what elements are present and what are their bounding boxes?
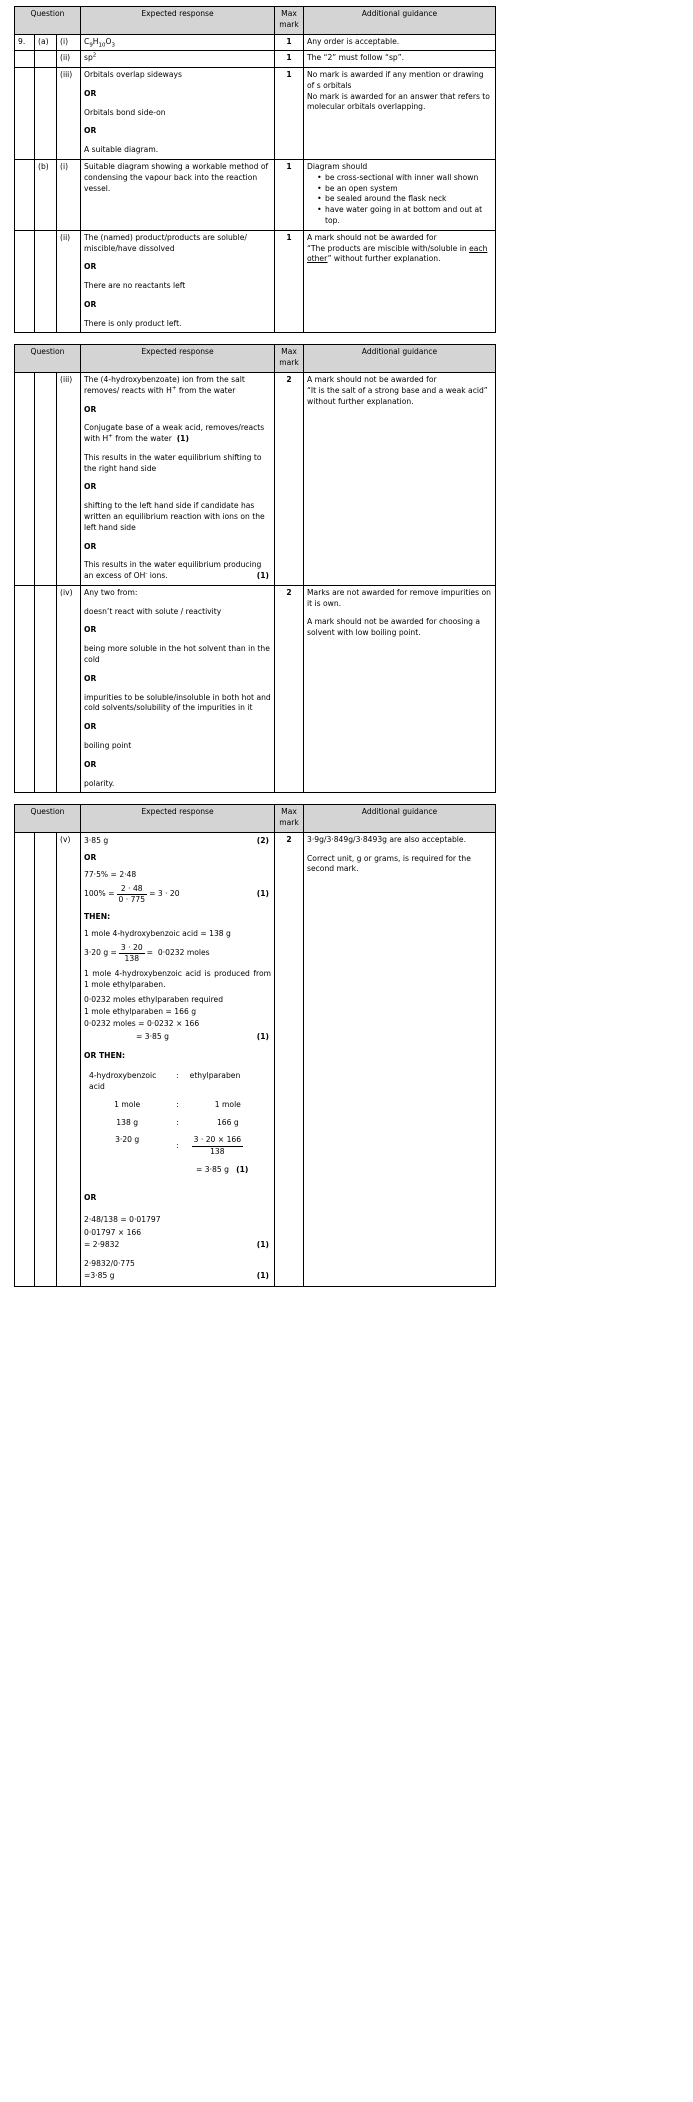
- alt-calc-line: [84, 1240, 271, 1251]
- final-answer: [84, 836, 271, 847]
- response-text-cont: from the water: [112, 434, 172, 444]
- or-separator: OR: [84, 262, 97, 272]
- ratio-table: [84, 1067, 271, 1162]
- fraction: [117, 884, 148, 906]
- col-header-max-mark: [275, 7, 304, 35]
- fraction-denominator: 138: [124, 954, 140, 963]
- table-row: [15, 230, 496, 333]
- col-header-question: Question: [15, 805, 81, 833]
- col-header-max-mark: [275, 345, 304, 373]
- mark-allocation: (2): [256, 836, 269, 846]
- question-part: [35, 832, 57, 1286]
- calc-line: [84, 1032, 271, 1043]
- response-option: impurities to be soluble/insoluble in both hot and cold solvents/solubility of the impurities in it: [84, 692, 271, 713]
- guidance-quote-start: “The products are miscible with/soluble in: [307, 243, 470, 253]
- max-mark-value: 1: [275, 51, 304, 68]
- charge-superscript: -: [145, 570, 148, 577]
- response-option: [84, 423, 271, 445]
- calc-result: = 3·85 g: [196, 1164, 229, 1174]
- ratio-left-value: 138 g: [116, 1117, 139, 1127]
- expected-response: [81, 832, 275, 1286]
- table-header: [15, 7, 496, 35]
- mark-allocation: (1): [236, 1164, 249, 1174]
- guidance-paragraph: “It is the salt of a strong base and a weak acid” without further explanation.: [307, 385, 488, 406]
- response-option: boiling point: [84, 740, 132, 750]
- question-subpart: (i): [57, 34, 81, 51]
- table-row: [86, 1069, 269, 1096]
- fraction-numerator: 3 · 20 × 166: [192, 1135, 243, 1146]
- response-option: doesn’t react with solute / reactivity: [84, 606, 222, 616]
- col-header-additional-guidance: Additional guidance: [304, 7, 496, 35]
- max-mark-line2: mark: [279, 818, 299, 828]
- equation-lead: 3·20 g =: [84, 948, 117, 958]
- guidance-paragraph: [307, 244, 492, 266]
- question-subpart: (iv): [57, 585, 81, 792]
- marking-table-3: [14, 804, 496, 1287]
- ratio-colon: :: [176, 1117, 179, 1127]
- guidance-paragraph: No mark is awarded if any mention or drawing of s orbitals: [307, 70, 484, 90]
- question-part: [35, 230, 57, 333]
- response-option: Orbitals bond side-on: [84, 107, 166, 117]
- response-option: [84, 560, 271, 582]
- guidance-paragraph: A mark should not be awarded for: [307, 232, 437, 242]
- max-mark-value: 2: [275, 832, 304, 1286]
- additional-guidance: [304, 68, 496, 160]
- header-row: [15, 805, 496, 833]
- then-label: THEN:: [84, 912, 111, 922]
- guidance-paragraph: 3·9g/3·849g/3·8493g are also acceptable.: [307, 834, 466, 844]
- or-separator: OR: [84, 625, 97, 635]
- max-mark-value: 2: [275, 372, 304, 585]
- question-part: [35, 68, 57, 160]
- table-row: [15, 68, 496, 160]
- formula-text: $C_9H_{10}O_3$: [84, 36, 115, 49]
- alt-calc-line: 2·9832/0·775: [84, 1258, 135, 1268]
- col-header-max-mark: [275, 805, 304, 833]
- header-row: [15, 345, 496, 373]
- question-subpart: (v): [57, 832, 81, 1286]
- question-subpart: (iii): [57, 372, 81, 585]
- spacer: [307, 846, 492, 854]
- calc-result: =3·85 g: [84, 1271, 115, 1281]
- table-header: [15, 805, 496, 833]
- calc-result: = 2·9832: [84, 1239, 120, 1249]
- table-row: [15, 51, 496, 68]
- calc-line: 0·0232 moles = 0·0232 × 166: [84, 1019, 200, 1029]
- max-mark-value: 1: [275, 34, 304, 51]
- question-number: 9.: [15, 34, 35, 51]
- or-separator: OR: [84, 482, 97, 492]
- response-option: The (4-hydroxybenzoate) ion from the salt removes/ reacts with H+ from the water: [84, 374, 245, 395]
- calc-line: 1 mole ethylparaben = 166 g: [84, 1007, 197, 1017]
- calc-line: [84, 1165, 271, 1176]
- list-item: • be sealed around the flask neck: [318, 194, 492, 205]
- ratio-colon: :: [176, 1071, 179, 1081]
- question-subpart: (ii): [57, 230, 81, 333]
- response-option: There are no reactants left: [84, 281, 186, 291]
- fraction-numerator: 3 · 20: [119, 943, 145, 954]
- col-header-expected-response: Expected response: [81, 7, 275, 35]
- table-row: [15, 585, 496, 792]
- col-header-question: Question: [15, 345, 81, 373]
- max-mark-value: 2: [275, 585, 304, 792]
- table-row: [15, 34, 496, 51]
- spacer: [84, 445, 271, 453]
- alt-calc-line: 0·01797 × 166: [84, 1227, 142, 1237]
- expected-response: [81, 230, 275, 333]
- guidance-underlined: each other: [307, 243, 488, 264]
- question-number: [15, 68, 35, 160]
- response-option: polarity.: [84, 778, 115, 788]
- additional-guidance: Any order is acceptable.: [304, 34, 496, 51]
- col-header-expected-response: Expected response: [81, 345, 275, 373]
- ratio-left-value: 1 mole: [114, 1099, 141, 1109]
- guidance-paragraph: Correct unit, g or grams, is required for the second mark.: [307, 853, 471, 874]
- expected-response: [81, 68, 275, 160]
- question-part: (b): [35, 160, 57, 231]
- response-text-cont: ions.: [147, 571, 168, 581]
- question-number: [15, 230, 35, 333]
- fraction: [192, 1135, 243, 1157]
- response-option: Orbitals overlap sideways: [84, 70, 182, 80]
- response-option: This results in the water equilibrium shifting to the right hand side: [84, 452, 262, 473]
- mark-allocation: (1): [256, 1031, 269, 1041]
- expected-response: [81, 51, 275, 68]
- ratio-right-value: 1 mole: [214, 1099, 241, 1109]
- table-row: [15, 160, 496, 231]
- equation-tail: = 0·0232 moles: [146, 948, 210, 958]
- answer-value: 3·85 g: [84, 836, 109, 846]
- max-mark-line1: Max: [281, 9, 297, 18]
- guidance-paragraph: A mark should not be awarded for choosing a solvent with low boiling point.: [307, 617, 481, 638]
- or-separator: OR: [84, 722, 97, 732]
- header-row: [15, 7, 496, 35]
- guidance-lead: Diagram should: [307, 162, 368, 172]
- fraction-numerator: 2 · 48: [117, 884, 148, 895]
- alt-calc-line: 2·48/138 = 0·01797: [84, 1215, 161, 1225]
- or-separator: OR: [84, 88, 97, 98]
- mark-allocation: (1): [256, 1239, 269, 1249]
- guidance-paragraph: A mark should not be awarded for: [307, 374, 437, 384]
- table-row: [15, 372, 496, 585]
- ratio-left-value: 3·20 g: [115, 1135, 140, 1145]
- max-mark-line1: Max: [281, 807, 297, 817]
- guidance-paragraph: No mark is awarded for an answer that refers to molecular orbitals overlapping.: [307, 91, 490, 112]
- col-header-question: Question: [15, 7, 81, 35]
- response-option: A suitable diagram.: [84, 145, 159, 155]
- response-text: Conjugate base of a weak acid, removes/reacts with H: [84, 423, 265, 444]
- mark-allocation: (1): [256, 1271, 269, 1281]
- spacer: [84, 599, 271, 607]
- percentage-line: 77·5% = 2·48: [84, 869, 137, 879]
- fraction-denominator: 138: [210, 1146, 225, 1156]
- additional-guidance: [304, 585, 496, 792]
- table-row: [86, 1133, 269, 1160]
- expected-response: [81, 585, 275, 792]
- response-lead: Any two from:: [84, 587, 138, 597]
- response-text: This results in the water equilibrium producing an excess of OH: [84, 560, 262, 581]
- marking-table-1: [14, 6, 496, 333]
- table-row: [86, 1098, 269, 1114]
- fraction: [119, 943, 145, 965]
- question-part: (a): [35, 34, 57, 51]
- equation-line: [84, 884, 271, 906]
- max-mark-line1: Max: [281, 347, 297, 357]
- question-subpart: (i): [57, 160, 81, 231]
- or-separator: OR: [84, 759, 97, 769]
- guidance-paragraph: Marks are not awarded for remove impurities on it is own.: [307, 587, 491, 608]
- response-option: The (named) product/products are soluble/ miscible/have dissolved: [84, 232, 247, 253]
- max-mark-value: 1: [275, 160, 304, 231]
- additional-guidance: The “2” must follow “sp”.: [304, 51, 496, 68]
- question-subpart: (iii): [57, 68, 81, 160]
- or-then-label: OR THEN:: [84, 1051, 126, 1061]
- max-mark-value: 1: [275, 230, 304, 333]
- question-subpart: (ii): [57, 51, 81, 68]
- question-number: [15, 51, 35, 68]
- expected-response: [81, 160, 275, 231]
- guidance-quote-end: ” without further explanation.: [327, 254, 441, 264]
- table-row: [15, 832, 496, 1286]
- alt-calc-line: [84, 1271, 271, 1282]
- max-mark-value: 1: [275, 68, 304, 160]
- table-row: [86, 1116, 269, 1132]
- col-header-additional-guidance: Additional guidance: [304, 345, 496, 373]
- question-part: [35, 372, 57, 585]
- list-item: • be cross-sectional with inner wall shown: [318, 173, 492, 184]
- or-separator: OR: [84, 673, 97, 683]
- equation-lead: 100% =: [84, 889, 115, 899]
- or-separator: OR: [84, 853, 97, 863]
- expected-response: [81, 372, 275, 585]
- or-separator: OR: [84, 299, 97, 309]
- calc-result: = 3·85 g: [136, 1031, 169, 1041]
- ratio-right-header: ethylparaben: [189, 1071, 241, 1081]
- question-part: [35, 51, 57, 68]
- ratio-left-header: 4-hydroxybenzoic acid: [89, 1071, 157, 1091]
- calc-line: 1 mole 4-hydroxybenzoic acid = 138 g: [84, 928, 231, 938]
- marking-table-2: [14, 344, 496, 793]
- question-number: [15, 372, 35, 585]
- list-item: • have water going in at bottom and out at top.: [318, 205, 492, 227]
- charge-superscript: +: [108, 433, 113, 440]
- ratio-colon: :: [176, 1099, 179, 1109]
- expected-response: [81, 34, 275, 51]
- or-separator: OR: [84, 541, 97, 551]
- ratio-right-value: [187, 1133, 269, 1160]
- or-separator: OR: [84, 404, 97, 414]
- equation-tail: = 3 · 20: [149, 889, 180, 899]
- max-mark-line2: mark: [279, 358, 299, 368]
- or-separator: OR: [84, 126, 97, 136]
- mark-allocation: (1): [256, 889, 269, 899]
- mark-allocation: (1): [256, 571, 269, 581]
- question-number: [15, 160, 35, 231]
- response-option: There is only product left.: [84, 318, 182, 328]
- ratio-right-value: 166 g: [216, 1117, 239, 1127]
- additional-guidance: [304, 160, 496, 231]
- question-number: [15, 832, 35, 1286]
- ratio-colon: :: [176, 1140, 179, 1150]
- guidance-bullet-list: [307, 173, 492, 227]
- spacer: [307, 609, 492, 617]
- hybridisation-text: $sp^2$: [84, 52, 97, 63]
- mark-allocation: (1): [176, 434, 189, 444]
- response-option: Suitable diagram showing a workable method of condensing the vapour back into the reaction vessel.: [84, 162, 269, 193]
- additional-guidance: [304, 230, 496, 333]
- col-header-additional-guidance: Additional guidance: [304, 805, 496, 833]
- question-part: [35, 585, 57, 792]
- question-number: [15, 585, 35, 792]
- response-option: shifting to the left hand side if candidate has written an equilibrium reaction with ions on the left hand side: [84, 501, 265, 532]
- equation-line: [84, 943, 271, 965]
- table-header: [15, 345, 496, 373]
- col-header-expected-response: Expected response: [81, 805, 275, 833]
- list-item: • be an open system: [318, 184, 492, 195]
- additional-guidance: [304, 832, 496, 1286]
- response-option: being more soluble in the hot solvent than in the cold: [84, 644, 270, 665]
- calc-line: 0·0232 moles ethylparaben required: [84, 994, 224, 1004]
- fraction-denominator: 0 · 775: [118, 894, 146, 904]
- max-mark-line2: mark: [279, 19, 299, 29]
- or-separator: OR: [84, 1192, 97, 1202]
- calc-line: 1 mole 4-hydroxybenzoic acid is produced from 1 mole ethylparaben.: [84, 969, 271, 990]
- additional-guidance: [304, 372, 496, 585]
